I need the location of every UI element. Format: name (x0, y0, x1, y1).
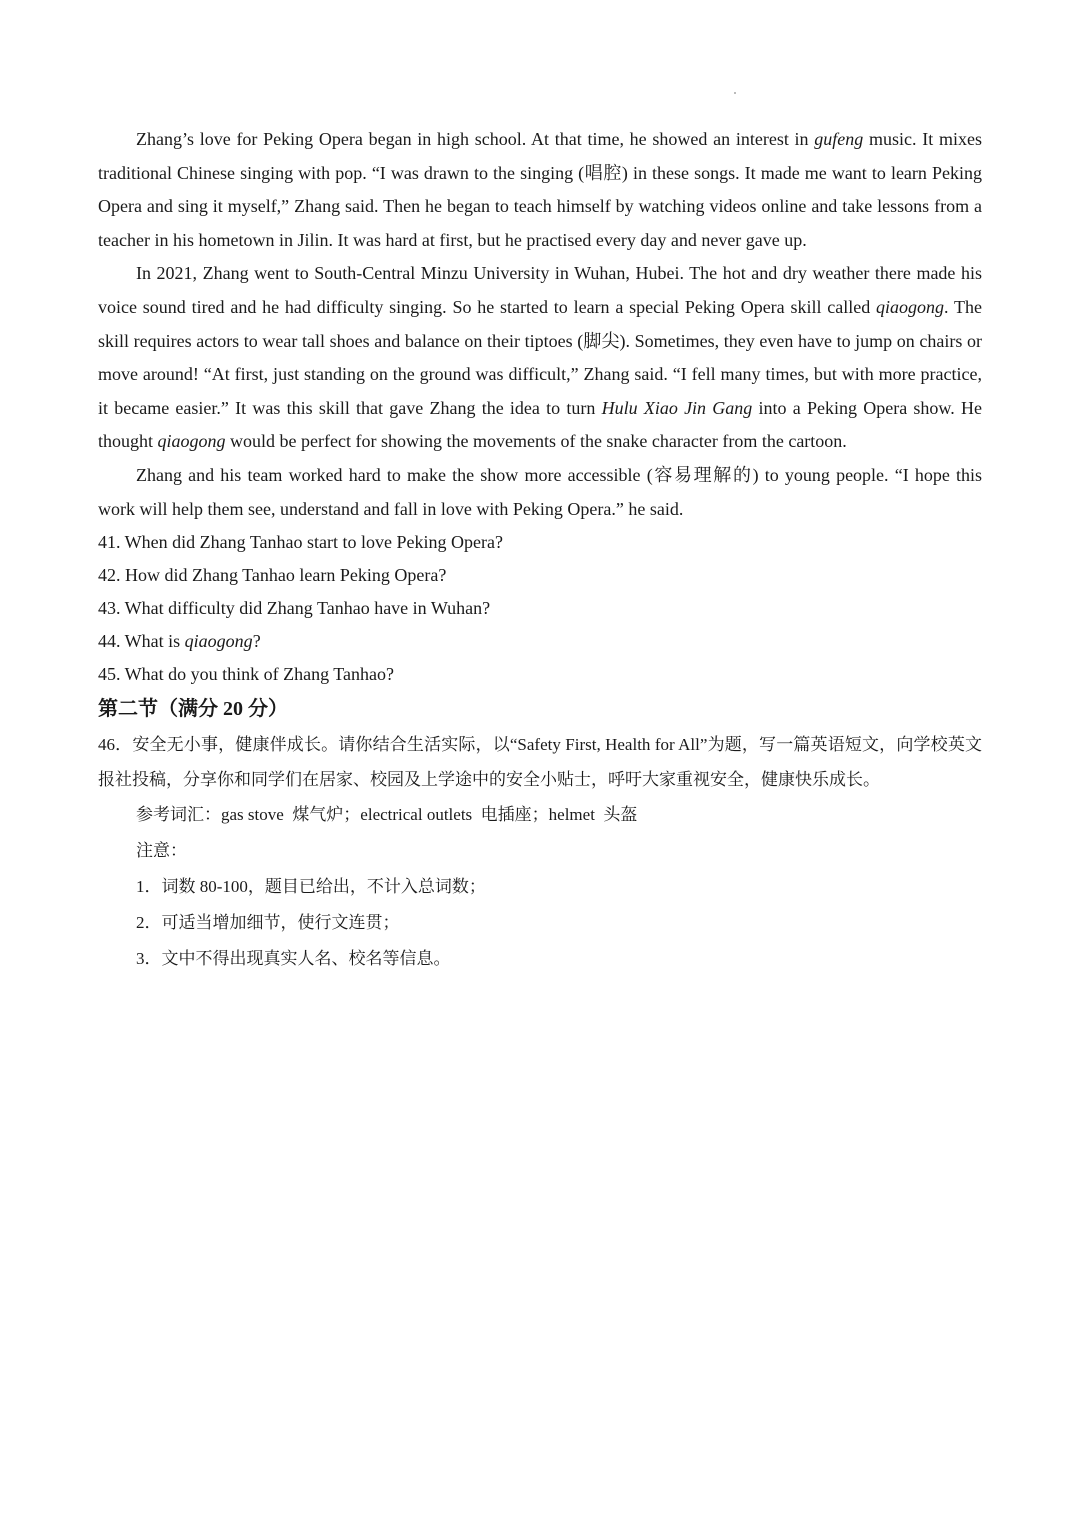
p2-italic-term-1: qiaogong (876, 296, 945, 317)
p2-text-a: In 2021, Zhang went to South-Central Minzu University in Wuhan, Hubei. The hot and dry weather there made his voice sound tired and he had difficulty singing. So he started to learn a special Peking Opera skill called (98, 263, 982, 317)
question-45: 45. What do you think of Zhang Tanhao? (98, 664, 395, 685)
notes-title: 注意： (136, 841, 187, 861)
passage-paragraph-2 (98, 257, 982, 459)
note-3: 3．文中不得出现真实人名、校名等信息。 (136, 949, 451, 969)
p2-italic-title: Hulu Xiao Jin Gang (601, 397, 753, 418)
question-44-post: ? (252, 631, 261, 652)
question-41: 41. When did Zhang Tanhao start to love Peking Opera? (98, 532, 503, 553)
p2-text-c: into a Peking Opera show. He thought (98, 397, 982, 452)
p1-text-b: music. It mixes traditional Chinese singing with pop. “I was drawn to the singing (唱腔) in these songs. It made me want to learn Peking Opera and sing it myself,” Zhang said. Then he began to teach himself by watching videos online and take lessons from a teacher in his hometown in Jilin. It was hard at first, but he practised every day and never gave up. (98, 129, 982, 250)
note-1: 1．词数 80-100，题目已给出，不计入总词数； (136, 877, 486, 897)
writing-task: 46．安全无小事，健康伴成长。请你结合生活实际，以“Safety First, Health for All”为题，写一篇英语短文，向学校英文报社投稿，分享你和同学们在居家、校园及上学途中的安全小贴士，呼吁大家重视安全，健康快乐成长。 (98, 735, 982, 790)
question-44-italic: qiaogong (184, 631, 253, 652)
question-43: 43. What difficulty did Zhang Tanhao have in Wuhan? (98, 598, 491, 619)
p1-text-a: Zhang’s love for Peking Opera began in high school. At that time, he showed an interest in (136, 129, 815, 149)
note-2: 2．可适当增加细节，使行文连贯； (136, 913, 400, 933)
passage-paragraph-1 (98, 123, 982, 257)
scan-speck (734, 92, 736, 94)
question-42: 42. How did Zhang Tanhao learn Peking Opera? (98, 565, 447, 586)
passage-paragraph-3: Zhang and his team worked hard to make the show more accessible (容易理解的) to young people. “I hope this work will help them see, understand and fall in love with Peking Opera.” he said. (98, 464, 982, 519)
document-page (98, 123, 982, 977)
p2-text-b: . The skill requires actors to wear tall shoes and balance on their tiptoes (脚尖). Sometimes, they even have to jump on chairs or move around! “At first, just standing on the ground was difficult,” Zhang said. “I fell many times, but with more practice, it became easier.” It was this skill that gave Zhang the idea to turn (98, 296, 982, 418)
vocab-hint: 参考词汇：gas stove 煤气炉；electrical outlets 电插座；helmet 头盔 (136, 805, 638, 825)
question-44-pre: 44. What is (98, 631, 185, 652)
question-44 (98, 625, 982, 658)
p2-text-d: would be perfect for showing the movements of the snake character from the cartoon. (225, 431, 847, 452)
section-2-title: 第二节（满分 20 分） (98, 698, 288, 721)
p2-italic-term-2: qiaogong (157, 431, 226, 452)
p1-italic-term: gufeng (814, 129, 864, 149)
